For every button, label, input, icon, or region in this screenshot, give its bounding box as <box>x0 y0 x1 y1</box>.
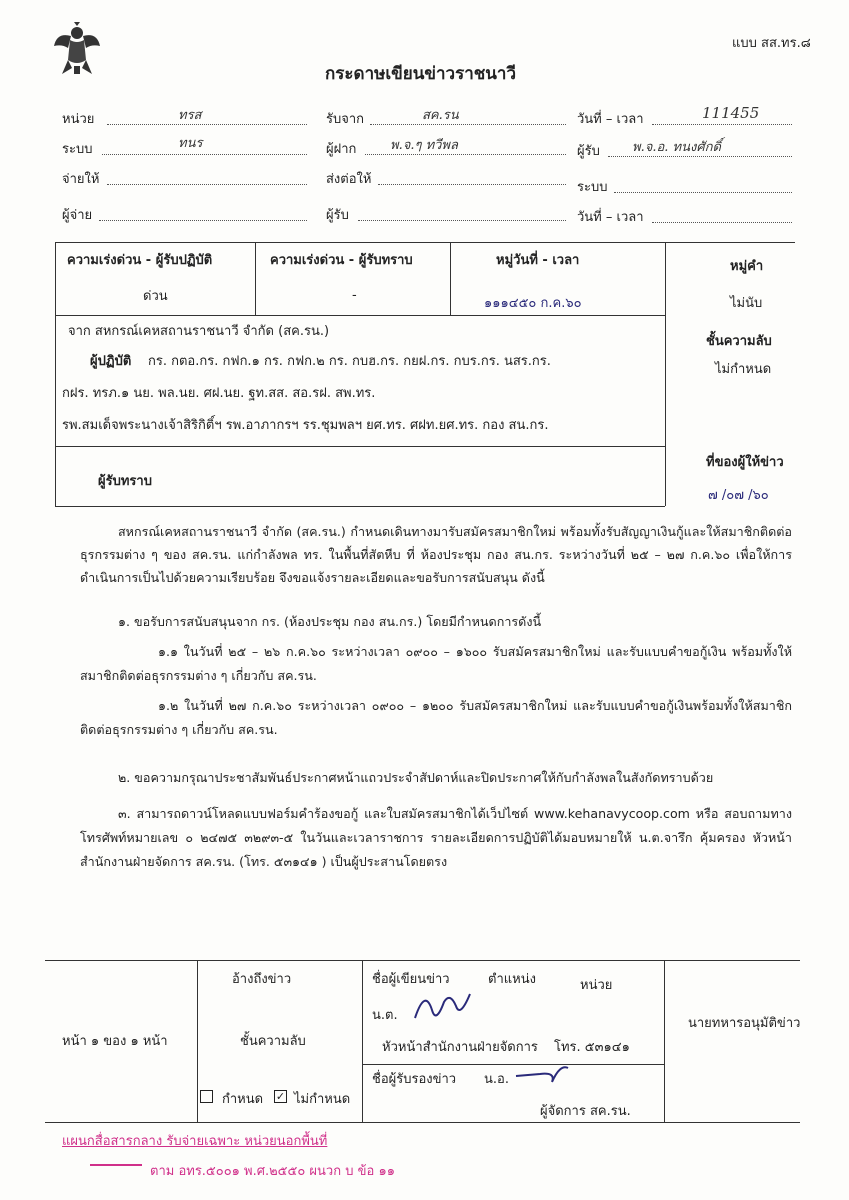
date-time-label: วันที่ – เวลา <box>577 112 644 127</box>
unit-value: ทรส <box>178 108 202 123</box>
col3-value: ๑๑๑๔๕๐ ก.ค.๖๐ <box>484 296 582 311</box>
action-line-1: กร. กตอ.กร. กฟก.๑ กร. กฟก.๒ กร. กบฮ.กร. กยฝ.กร. กบร.กร. นสร.กร. <box>148 354 551 369</box>
writer-signature <box>410 988 480 1032</box>
action-line-2: กฝร. ทรภ.๑ นย. พล.นย. ศฝ.นย. ฐท.สส. สอ.รฝ. สพ.ทร. <box>62 386 376 401</box>
page-title: กระดาษเขียนข่าวราชนาวี <box>325 64 517 84</box>
body-item-1-1: ๑.๑ ในวันที่ ๒๕ – ๒๖ ก.ค.๖๐ ระหว่างเวลา ๐๙๐๐ – ๑๖๐๐ รับสมัครสมาชิกใหม่ และรับแบบคำขอกู้เงิน พร้อมทั้งให้สมาชิกติดต่อธุรกรรมต่าง ๆ เกี่ยวกับ สค.รน. <box>80 644 792 683</box>
body-intro: สหกรณ์เคหสถานราชนาวี จำกัด (สค.รน.) กำหนดเดินทางมารับสมัครสมาชิกใหม่ พร้อมทั้งรับสัญญาเงินกู้และให้สมาชิกติดต่อธุรกรรมต่าง ๆ ของ สค.รน. แก่กำลังพล ทร. ในพื้นที่สัตหีบ ที่ ห้องประชุม กอง สน.กร. ระหว่างวันที่ ๒๕ – ๒๗ ก.ค.๖๐ เพื่อให้การดำเนินการเป็นไปด้วยความเรียบร้อย จึงขอแจ้งรายละเอียดและขอรับการสนับสนุน ดังนี้ <box>80 524 792 585</box>
receiver-value: พ.จ.อ. ทนงศักดิ์ <box>632 140 721 155</box>
approver: นายทหารอนุมัติข่าว <box>688 1016 801 1031</box>
footer-classification: ชั้นความลับ <box>240 1034 306 1049</box>
body-item-1: ๑. ขอรับการสนับสนุนจาก กร. (ห้องประชุม กอง สน.กร.) โดยมีกำหนดการดังนี้ <box>118 614 542 629</box>
stamp-arrow-icon <box>90 1164 142 1166</box>
body-item-3: ๓. สามารถดาวน์โหลดแบบฟอร์มคำร้องขอกู้ และใบสมัครสมาชิกได้เว็ปไซต์ www.kehanavycoop.com หรือ สอบถามทางโทรศัพท์หมายเลข ๐ ๒๔๗๕ ๓๒๙๓-๕ ในวันและเวลาราชการ รายละเอียดการปฏิบัติได้มอบหมายให้ น.ต.จารึก คุ้มครอง หัวหน้าสำนักงานฝ่ายจัดการ สค.รน. (โทร. ๕๓๑๔๑ ) เป็นผู้ประสานโดยตรง <box>80 806 792 869</box>
col2-header: ความเร่งด่วน - ผู้รับทราบ <box>270 253 413 268</box>
date-time2-label: วันที่ – เวลา <box>577 210 644 225</box>
deposit-label: ผู้ฝาก <box>326 142 357 157</box>
classification-value: ไม่กำหนด <box>715 362 772 377</box>
writer-rank: น.ต. <box>372 1008 398 1023</box>
writer-position: หัวหน้าสำนักงานฝ่ายจัดการ <box>382 1040 538 1055</box>
certifier-position: ผู้จัดการ สค.รน. <box>540 1104 631 1119</box>
unit-label: หน่วย <box>62 112 95 127</box>
footer-reference: อ้างถึงข่าว <box>232 972 292 987</box>
col1-value: ด่วน <box>143 289 168 304</box>
system-label: ระบบ <box>62 142 93 157</box>
receive-from-label: รับจาก <box>326 112 365 127</box>
writer-phone: โทร. ๕๓๑๔๑ <box>554 1040 630 1055</box>
body-item-2: ๒. ขอความกรุณาประชาสัมพันธ์ประกาศหน้าแถวประจำสัปดาห์และปิดประกาศให้กับกำลังพลในสังกัดทราบด้วย <box>118 770 714 785</box>
body-item-1-2: ๑.๒ ในวันที่ ๒๗ ก.ค.๖๐ ระหว่างเวลา ๐๙๐๐ – ๑๒๐๐ รับสมัครสมาชิกใหม่ และรับแบบคำขอกู้เงินพร้อมทั้งให้สมาชิกติดต่อธุรกรรมต่าง ๆ เกี่ยวกับ สค.รน. <box>80 698 792 737</box>
opt-unset-label: ไม่กำหนด <box>294 1092 351 1107</box>
receiver2-label: ผู้รับ <box>326 208 349 223</box>
footer-page: หน้า ๑ ของ ๑ หน้า <box>62 1034 168 1049</box>
forward-label: ส่งต่อให้ <box>326 172 372 187</box>
checkbox-set[interactable] <box>200 1090 213 1103</box>
classification-header: ชั้นความลับ <box>706 334 772 349</box>
checkbox-unset[interactable]: ✓ <box>275 1090 286 1103</box>
pay-to-label: จ่ายให้ <box>62 172 100 187</box>
certifier-rank: น.อ. <box>484 1072 509 1087</box>
receiver-label: ผู้รับ <box>577 144 600 159</box>
system-value: ทนร <box>178 136 203 151</box>
col1-header: ความเร่งด่วน - ผู้รับปฏิบัติ <box>67 253 213 268</box>
info-label: ผู้รับทราบ <box>98 474 152 489</box>
deposit-value: พ.จ.ๆ ทวีพล <box>390 138 458 153</box>
form-code: แบบ สส.ทร.๘ <box>732 36 811 51</box>
col4-header: หมู่คำ <box>730 259 764 274</box>
col2-value: - <box>352 288 357 303</box>
sender-number-value: ๗ /๐๗ /๖๐ <box>708 488 769 503</box>
writer-label: ชื่อผู้เขียนข่าว <box>372 972 450 987</box>
col4-value: ไม่นับ <box>730 296 763 311</box>
stamp-line-1: แผนกสื่อสารกลาง รับจ่ายเฉพาะ หน่วยนอกพื้นที่ <box>62 1134 328 1149</box>
garuda-emblem-icon <box>52 22 102 76</box>
action-line-3: รพ.สมเด็จพระนางเจ้าสิริกิติ์ฯ รพ.อาภากรฯ รร.ชุมพลฯ ยศ.ทร. ศฝท.ยศ.ทร. กอง สน.กร. <box>62 418 549 433</box>
payer-label: ผู้จ่าย <box>62 208 93 223</box>
opt-set-label: กำหนด <box>222 1092 264 1107</box>
system2-label: ระบบ <box>577 180 608 195</box>
footer-unit-label: หน่วย <box>580 978 613 993</box>
date-time-value: 111455 <box>702 104 760 122</box>
certifier-label: ชื่อผู้รับรองข่าว <box>372 1072 457 1087</box>
from-line: จาก สหกรณ์เคหสถานราชนาวี จำกัด (สค.รน.) <box>68 324 330 339</box>
stamp-line-2: ตาม อทร.๕๐๐๑ พ.ศ.๒๕๕๐ ผนวก บ ข้อ ๑๑ <box>150 1164 395 1179</box>
action-label: ผู้ปฏิบัติ <box>90 354 132 369</box>
position-label: ตำแหน่ง <box>488 972 536 987</box>
sender-number-header: ที่ของผู้ให้ข่าว <box>706 455 784 470</box>
col3-header: หมู่วันที่ - เวลา <box>496 253 580 268</box>
receive-from-value: สค.รน <box>422 108 459 123</box>
certifier-signature <box>512 1062 572 1090</box>
